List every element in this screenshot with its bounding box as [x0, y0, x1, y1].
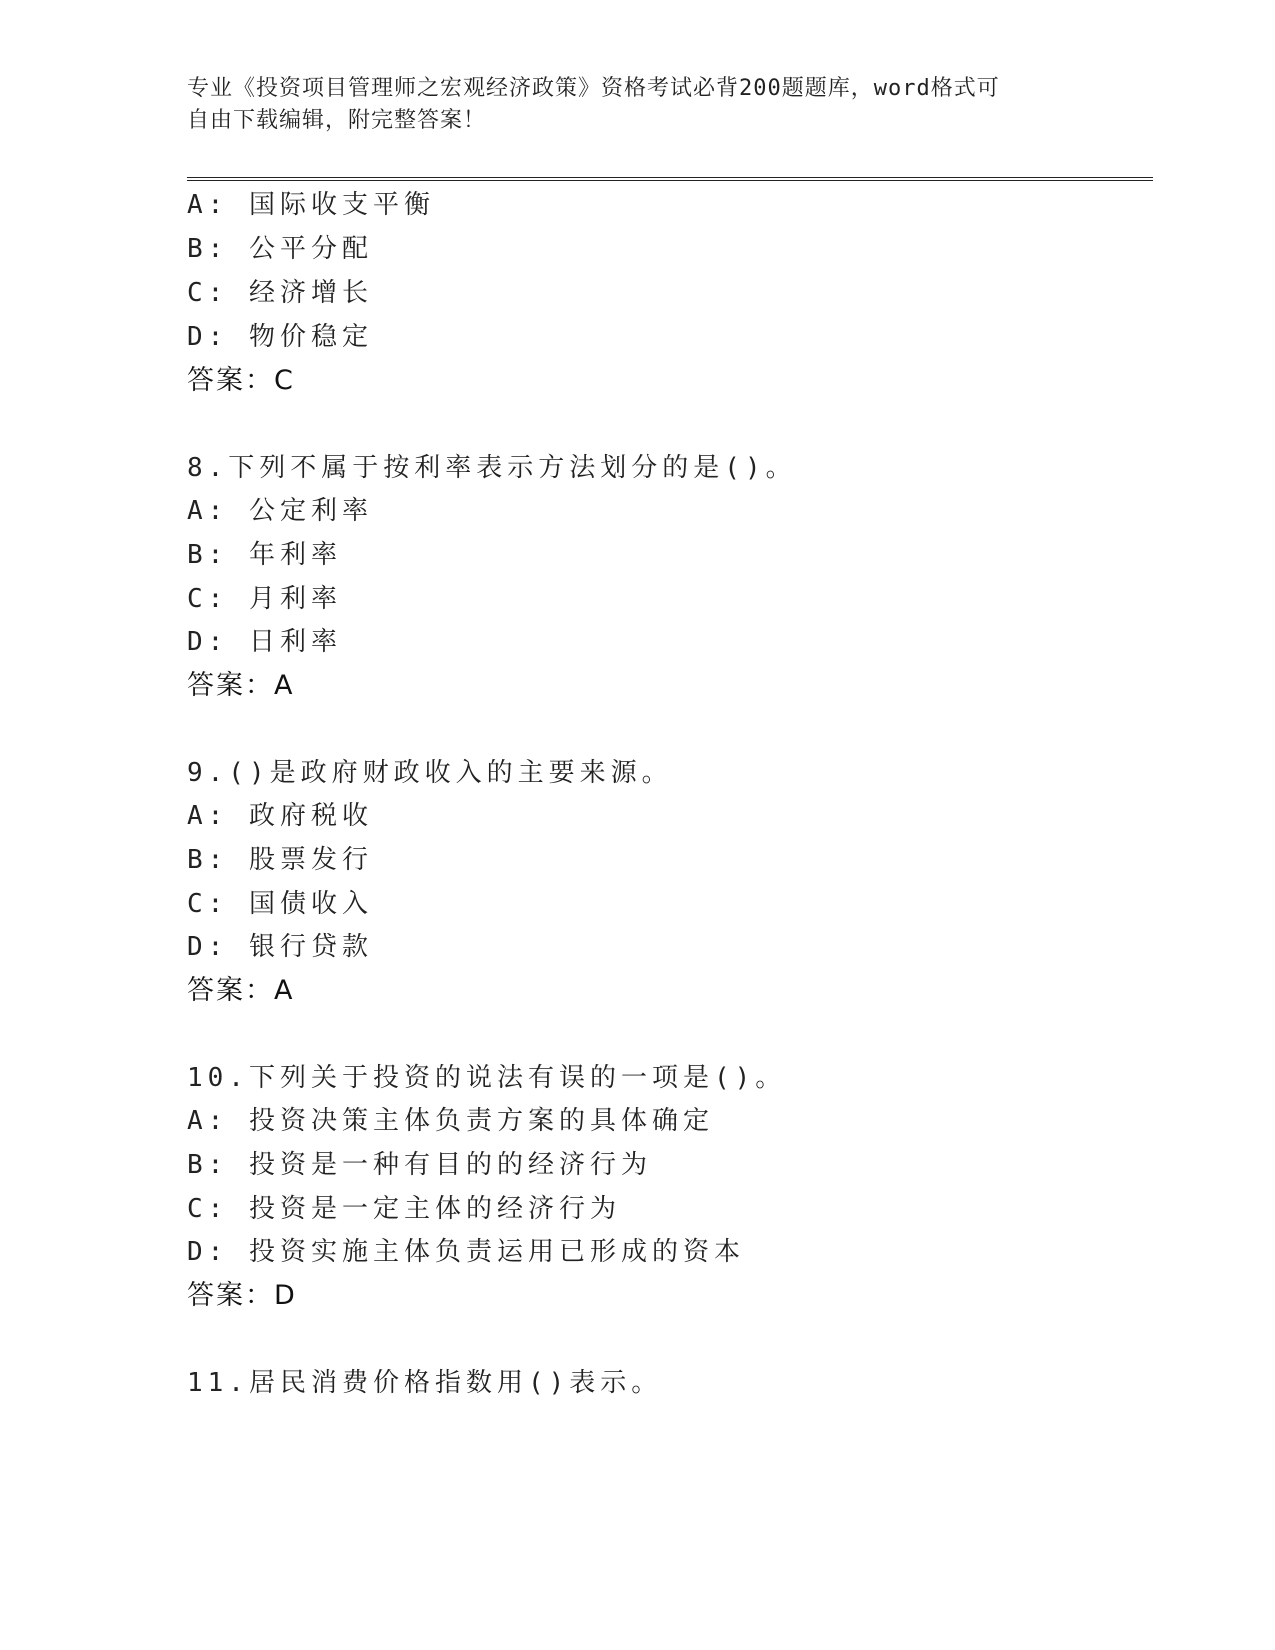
q10-option-d: D: 投资实施主体负责运用已形成的资本 — [187, 1237, 745, 1267]
document-header — [187, 73, 1067, 137]
q8-option-c: C: 月利率 — [187, 584, 342, 614]
q10-option-b: B: 投资是一种有目的的经济行为 — [187, 1150, 652, 1180]
q7-option-c: C: 经济增长 — [187, 278, 373, 308]
q10-option-c: C: 投资是一定主体的经济行为 — [187, 1194, 621, 1224]
header-line-1: 专业《投资项目管理师之宏观经济政策》资格考试必背200题题库，word格式可 — [187, 76, 1000, 101]
q9-option-b: B: 股票发行 — [187, 845, 373, 875]
q7-option-d: D: 物价稳定 — [187, 322, 373, 352]
q8-question: 8.下列不属于按利率表示方法划分的是()。 — [187, 453, 797, 483]
q9-option-d: D: 银行贷款 — [187, 932, 373, 962]
header-divider — [187, 177, 1153, 181]
q10-option-a: A: 投资决策主体负责方案的具体确定 — [187, 1106, 714, 1136]
q9-option-c: C: 国债收入 — [187, 889, 373, 919]
q10-answer: 答案：D — [187, 1280, 297, 1311]
q10-question: 10.下列关于投资的说法有误的一项是()。 — [187, 1063, 787, 1093]
q9-question: 9.()是政府财政收入的主要来源。 — [187, 758, 673, 788]
q8-option-a: A: 公定利率 — [187, 496, 373, 526]
q11-question: 11.居民消费价格指数用()表示。 — [187, 1368, 663, 1398]
q9-option-a: A: 政府税收 — [187, 801, 373, 831]
q8-answer: 答案：A — [187, 670, 295, 701]
q8-option-b: B: 年利率 — [187, 540, 342, 570]
q8-option-d: D: 日利率 — [187, 627, 342, 657]
q9-answer: 答案：A — [187, 975, 295, 1006]
q7-option-a: A: 国际收支平衡 — [187, 190, 435, 220]
q7-option-b: B: 公平分配 — [187, 234, 373, 264]
q7-answer: 答案：C — [187, 365, 295, 396]
header-line-2: 自由下载编辑，附完整答案！ — [187, 108, 487, 133]
